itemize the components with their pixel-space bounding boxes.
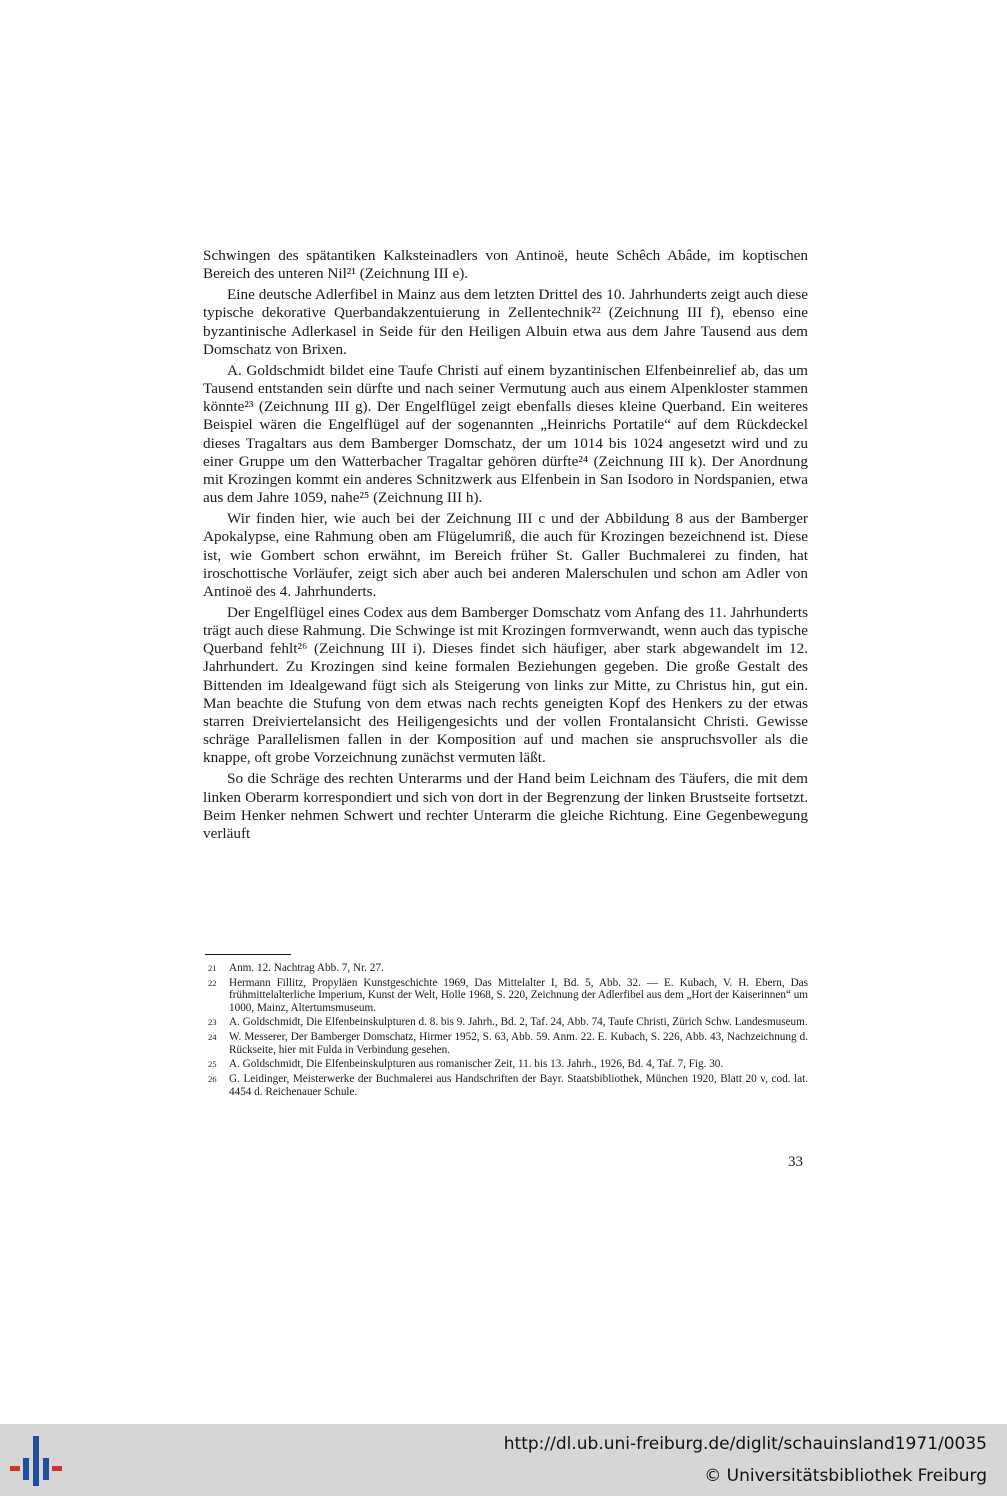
body-text [203, 247, 808, 843]
footnote-number: 23 [208, 1017, 217, 1028]
page-number: 33 [788, 1154, 803, 1170]
footnote [205, 1016, 808, 1028]
footnote [205, 977, 808, 1014]
footnote-text: Anm. 12. Nachtrag Abb. 7, Nr. 27. [229, 962, 384, 974]
footnote [205, 1073, 808, 1098]
document-url-link[interactable]: http://dl.ub.uni-freiburg.de/diglit/schauinsland1971/0035 [503, 1434, 987, 1454]
paragraph: So die Schräge des rechten Unterarms und der Hand beim Leichnam des Täufers, die mit dem linken Oberarm korrespondiert und sich von dort in der Begrenzung der linken Brustseite fortsetzt. Beim Henker nehmen Schwert und rechter Unterarm die gleiche Richtung. Eine Gegenbewegung verläuft [203, 770, 808, 842]
footnote-number: 25 [208, 1059, 217, 1070]
paragraph: Eine deutsche Adlerfibel in Mainz aus dem letzten Drittel des 10. Jahrhunderts zeigt auch diese typische dekorative Querbandakzentuierung in Zellentechnik²² (Zeichnung III f), ebenso eine byzantinische Adlerkasel in Seide für den Heiligen Albuin etwa aus dem Jahre Tausend aus dem Domschatz von Brixen. [203, 286, 808, 358]
paragraph: Wir finden hier, wie auch bei der Zeichnung III c und der Abbildung 8 aus der Bamberger Apokalypse, eine Rahmung oben am Flügelumriß, die auch für Krozingen bezeichnend ist. Diese ist, wie Gombert schon erwähnt, im Bereich früher St. Galler Buchmalerei zu finden, hat iroschottische Vorläufer, zeigt sich aber auch bei anderen Malerschulen und schon am Adler von Antinoë des 4. Jahrhunderts. [203, 510, 808, 600]
footnote-text: G. Leidinger, Meisterwerke der Buchmalerei aus Handschriften der Bayr. Staatsbibliothek, München 1920, Blatt 20 v, cod. lat. 4454 d. Reichenauer Schule. [229, 1073, 808, 1098]
footnote [205, 962, 808, 974]
footnote-text: A. Goldschmidt, Die Elfenbeinskulpturen d. 8. bis 9. Jahrh., Bd. 2, Taf. 24, Abb. 74, Taufe Christi, Zürich Schw. Landesmuseum. [229, 1016, 808, 1029]
paragraph: Schwingen des spätantiken Kalksteinadlers von Antinoë, heute Schêch Abâde, im koptischen Bereich des unteren Nil²¹ (Zeichnung III e). [203, 247, 808, 283]
footnote-text: A. Goldschmidt, Die Elfenbeinskulpturen aus romanischer Zeit, 11. bis 13. Jahrh., 1926, Bd. 4, Taf. 7, Fig. 30. [229, 1058, 724, 1071]
paragraph: A. Goldschmidt bildet eine Taufe Christi auf einem byzantinischen Elfenbeinrelief ab, das um Tausend entstanden sein dürfte und nach seiner Vermutung auch aus einem Alpenkloster stammen könnte²³ (Zeichnung III g). Der Engelflügel zeigt ebenfalls dieses kleine Querband. Ein weiteres Beispiel wären die Engelflügel auf der sogenannten „Heinrichs Portatile“ auf dem Rückdeckel dieses Tragaltars aus dem Bamberger Domschatz, der um 1014 bis 1024 angesetzt wird und zu einer Gruppe um den Watterbacher Tragaltar gehören dürfte²⁴ (Zeichnung III k). Der Anordnung mit Krozingen kommt ein anderes Schnitzwerk aus Elfenbein in San Isodoro in Nordspanien, etwa aus dem Jahre 1059, nahe²⁵ (Zeichnung III h). [203, 361, 808, 507]
footnote-text: Hermann Fillitz, Propyläen Kunstgeschichte 1969, Das Mittelalter I, Bd. 5, Abb. 32. — E. Kubach, V. H. Ebern, Das frühmittelalterliche Imperium, Kunst der Welt, Holle 1968, S. 220, Zeichnung der Adlerfibel aus dem „Hort der Kaiserinnen“ um 1000, Mainz, Altertumsmuseum. [229, 976, 808, 1014]
footnote [205, 1058, 808, 1070]
footnote-number: 21 [208, 963, 217, 973]
footnote-number: 26 [208, 1074, 217, 1085]
footnote [205, 1031, 808, 1056]
footnote-number: 22 [208, 977, 217, 988]
copyright-notice: © Universitätsbibliothek Freiburg [704, 1466, 987, 1486]
footnote-text: W. Messerer, Der Bamberger Domschatz, Hirmer 1952, S. 63, Abb. 59. Anm. 22. E. Kubach, S. 226, Abb. 43, Nachzeichnung d. Rückseite, hier mit Fulda in Verbindung gesehen. [229, 1031, 808, 1056]
footnote-divider [205, 954, 291, 955]
footnote-number: 24 [208, 1032, 217, 1043]
ub-freiburg-logo-icon[interactable] [8, 1436, 64, 1486]
footnotes [205, 962, 808, 1100]
paragraph: Der Engelflügel eines Codex aus dem Bamberger Domschatz vom Anfang des 11. Jahrhunderts trägt auch diese Rahmung. Die Schwinge ist mit Krozingen formverwandt, wenn auch das typische Querband fehlt²⁶ (Zeichnung III i). Dieses findet sich häufiger, aber stark abgewandelt im 12. Jahrhundert. Zu Krozingen sind keine formalen Beziehungen gegeben. Die große Gestalt des Bittenden im Idealgewand fügt sich als Steigerung von links zur Mitte, zu Christus hin, gut ein. Man beachte die Stufung von dem etwas nach rechts geneigten Kopf des Henkers zu der etwas starren Dreiviertelansicht des Heiligengesichts und der vollen Frontalansicht Christi. Gewisse schräge Parallelismen fallen in der Komposition auf und machen sie anspruchsvoller als die knappe, oft grobe Vorzeichnung zunächst vermuten läßt. [203, 603, 808, 767]
viewer-footer [0, 1424, 1007, 1496]
